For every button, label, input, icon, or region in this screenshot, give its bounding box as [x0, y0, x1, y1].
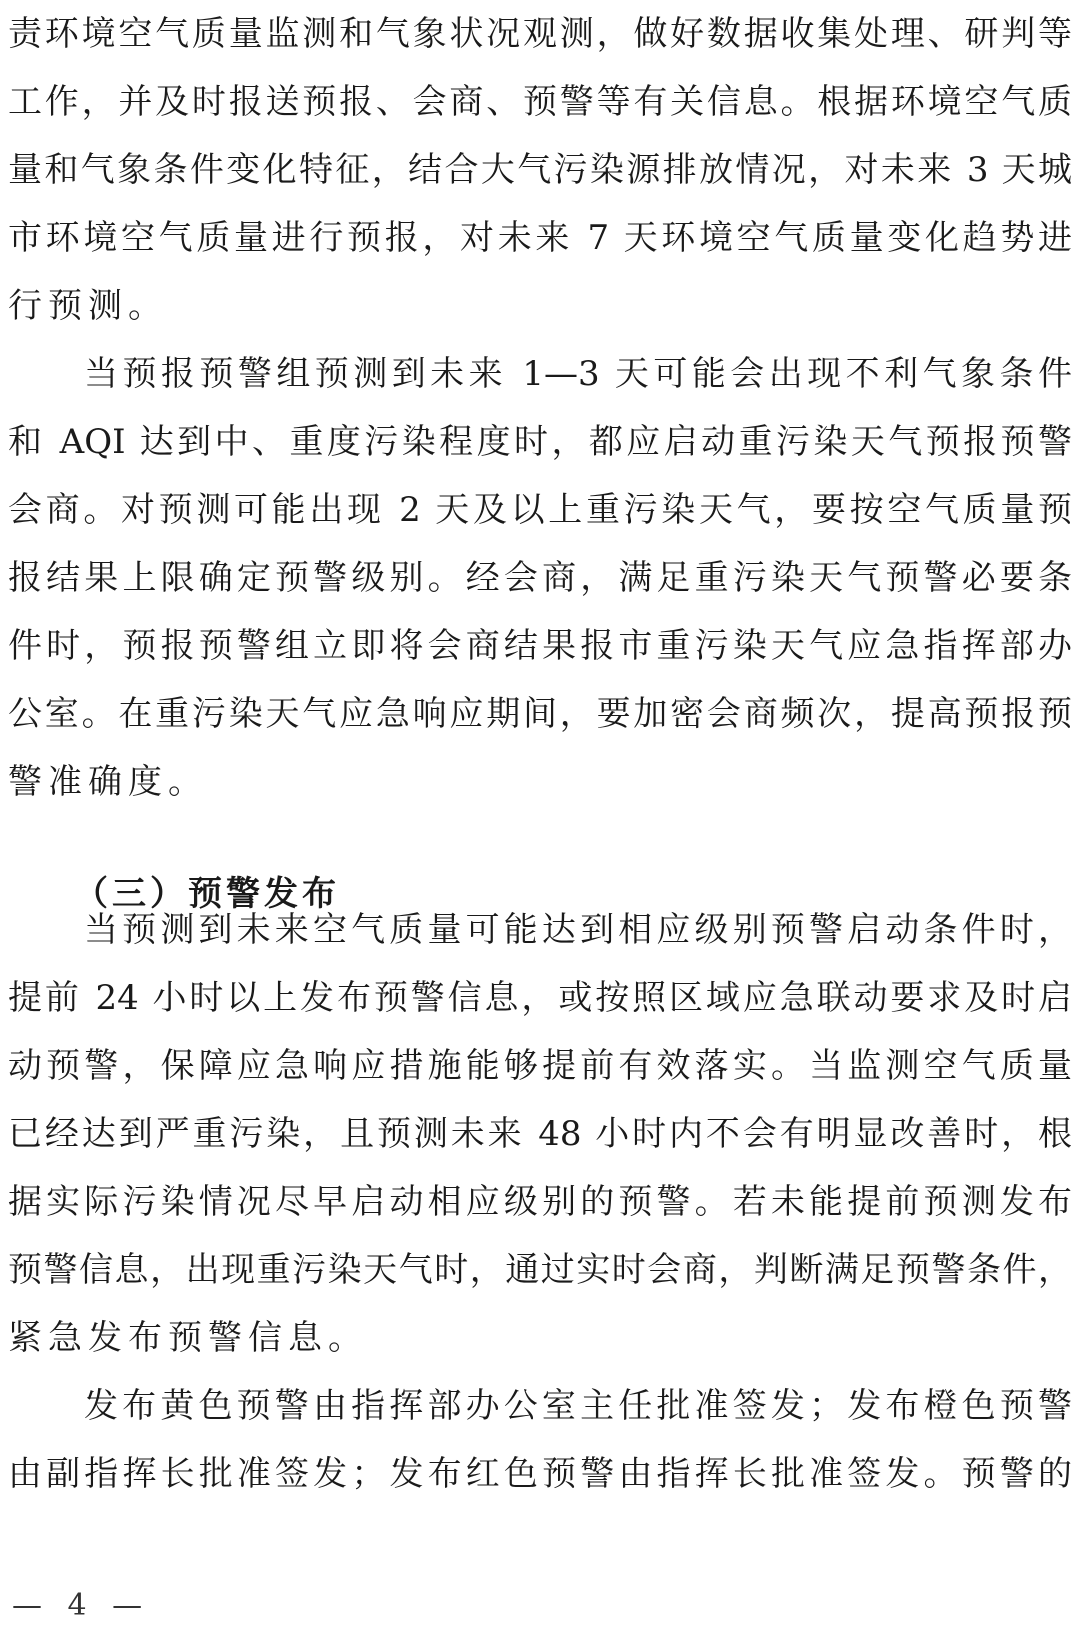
paragraph-2-line-3: 会商。对预测可能出现 2 天及以上重污染天气，要按空气质量预 — [8, 490, 1072, 530]
paragraph-1-line-5: 行预测。 — [8, 286, 168, 326]
paragraph-4-line-1: 发布黄色预警由指挥部办公室主任批准签发；发布橙色预警 — [84, 1386, 1072, 1426]
paragraph-1-line-3: 量和气象条件变化特征，结合大气污染源排放情况，对未来 3 天城 — [8, 150, 1072, 190]
page-number: — 4 — — [12, 1588, 151, 1623]
paragraph-1-line-1: 责环境空气质量监测和气象状况观测，做好数据收集处理、研判等 — [8, 14, 1072, 54]
paragraph-3-line-1: 当预测到未来空气质量可能达到相应级别预警启动条件时， — [84, 910, 1072, 950]
paragraph-3-line-4: 已经达到严重污染，且预测未来 48 小时内不会有明显改善时，根 — [8, 1114, 1072, 1154]
paragraph-2-line-2: 和 AQI 达到中、重度污染程度时，都应启动重污染天气预报预警 — [8, 422, 1072, 462]
paragraph-2-line-1: 当预报预警组预测到未来 1—3 天可能会出现不利气象条件 — [84, 354, 1072, 394]
paragraph-2-line-4: 报结果上限确定预警级别。经会商，满足重污染天气预警必要条 — [8, 558, 1072, 598]
paragraph-2-line-6: 公室。在重污染天气应急响应期间，要加密会商频次，提高预报预 — [8, 694, 1072, 734]
paragraph-2-line-5: 件时，预报预警组立即将会商结果报市重污染天气应急指挥部办 — [8, 626, 1072, 666]
paragraph-2-line-7: 警准确度。 — [8, 762, 208, 802]
paragraph-3-line-7: 紧急发布预警信息。 — [8, 1318, 368, 1358]
paragraph-4-line-2: 由副指挥长批准签发；发布红色预警由指挥长批准签发。预警的 — [8, 1454, 1072, 1494]
paragraph-3-line-5: 据实际污染情况尽早启动相应级别的预警。若未能提前预测发布 — [8, 1182, 1072, 1222]
paragraph-1-line-4: 市环境空气质量进行预报，对未来 7 天环境空气质量变化趋势进 — [8, 218, 1072, 258]
section-heading: （三）预警发布 — [74, 874, 340, 914]
paragraph-3-line-6: 预警信息，出现重污染天气时，通过实时会商，判断满足预警条件， — [8, 1250, 1072, 1290]
paragraph-3-line-3: 动预警，保障应急响应措施能够提前有效落实。当监测空气质量 — [8, 1046, 1072, 1086]
paragraph-3-line-2: 提前 24 小时以上发布预警信息，或按照区域应急联动要求及时启 — [8, 978, 1072, 1018]
paragraph-1-line-2: 工作，并及时报送预报、会商、预警等有关信息。根据环境空气质 — [8, 82, 1072, 122]
